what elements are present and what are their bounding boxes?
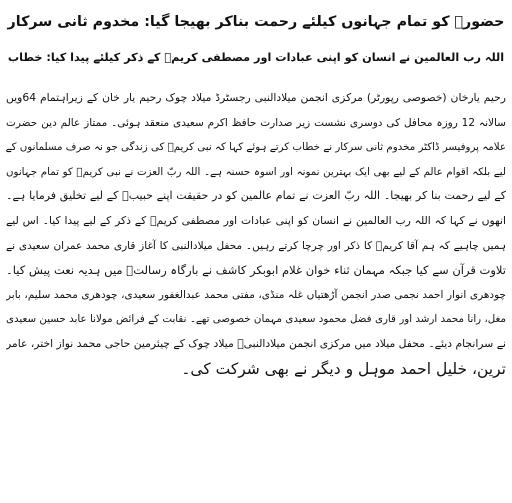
headline-secondary: اللہ رب العالمین نے انسان کو اپنی عبادات اور مصطفی کریمؐ کے ذکر کیلئے پیدا کیا: خطاب: [7, 51, 505, 64]
article-line: علامہ پروفیسر ڈاکٹر مخدوم ثانی سرکار نے خطاب کرتے ہوئے کہا کہ نبی کریمؐ کی زندگی جو نہ صرف مسلمانوں کے: [6, 141, 506, 154]
article-line: مغل، رانا محمد ارشد اور قاری فضل محمود سعیدی مہمان خصوصی تھے۔ نقابت کے فرائض مولانا عابد حسین سعیدی: [6, 313, 506, 326]
article-line: ہمیں چاہیے کہ ہم آقا کریمؐ کا ذکر اور چرچا کرتے رہیں۔ محفل میلادالنبی کا آغاز قاری محمد عمران سعیدی نے: [6, 239, 506, 252]
headline-main: حضورؐ کو تمام جہانوں کیلئے رحمت بناکر بھیجا گیا: مخدوم ثانی سرکار: [7, 14, 505, 30]
article-line: ترین، خلیل احمد موہل و دیگر نے بھی شرکت کی۔: [181, 359, 506, 378]
article-line: نے سرانجام دیئے۔ محفل میلاد میں مرکزی انجمن میلادالنبیؐ میلاد چوک کے چیئرمین حاجی محمد نواز اختر، عامر: [6, 336, 506, 350]
article-line: چودھری انوار احمد نجمی صدر انجمن آڑھتیاں غلہ منڈی، مفتی محمد عبدالغفور سعیدی، چودھری محمد سلیم، بابر: [6, 288, 506, 301]
article-line: رحیم یارخان (خصوصی رپورٹر) مرکزی انجمن میلادالنبی رجسٹرڈ میلاد چوک رحیم یار خان کے زیراہتمام 64ویں: [6, 91, 506, 104]
article-line: تلاوت قرآن سے کیا جبکہ مہمان ثناء خوان غلام ابوبکر کاشف نے بارگاہ رسالتؐ میں ہدیہ نعت پیش کیا۔: [6, 263, 506, 278]
article-line: انھوں نے کہا کہ اللہ رب العالمین نے انسان کو اپنی عبادات اور مصطفی کریمؐ کے ذکر کے لیے پیدا کیا۔ اس لیے: [6, 213, 506, 227]
article-line: سالانہ 12 روزہ محافل کی دوسری نشست زیر صدارت حافظ اکرم سعیدی منعقد ہوئی۔ ممتاز عالم دین حضرت: [6, 116, 506, 129]
article-line: لیے بلکہ اقوام عالم کے لیے بھی ایک بہترین نمونہ اور اسوہ حسنہ ہے۔ اللہ ربّ العزت نے نبی کریمؐ کو تمام جہانوں: [6, 165, 506, 178]
article-line: کے لیے رحمت بنا کر بھیجا۔ اللہ ربّ العزت نے تمام عالمین کو در حقیقت اپنے حبیبؐ کے لیے تخلیق فرمایا ہے۔: [6, 189, 506, 203]
article-body: [6, 86, 506, 381]
